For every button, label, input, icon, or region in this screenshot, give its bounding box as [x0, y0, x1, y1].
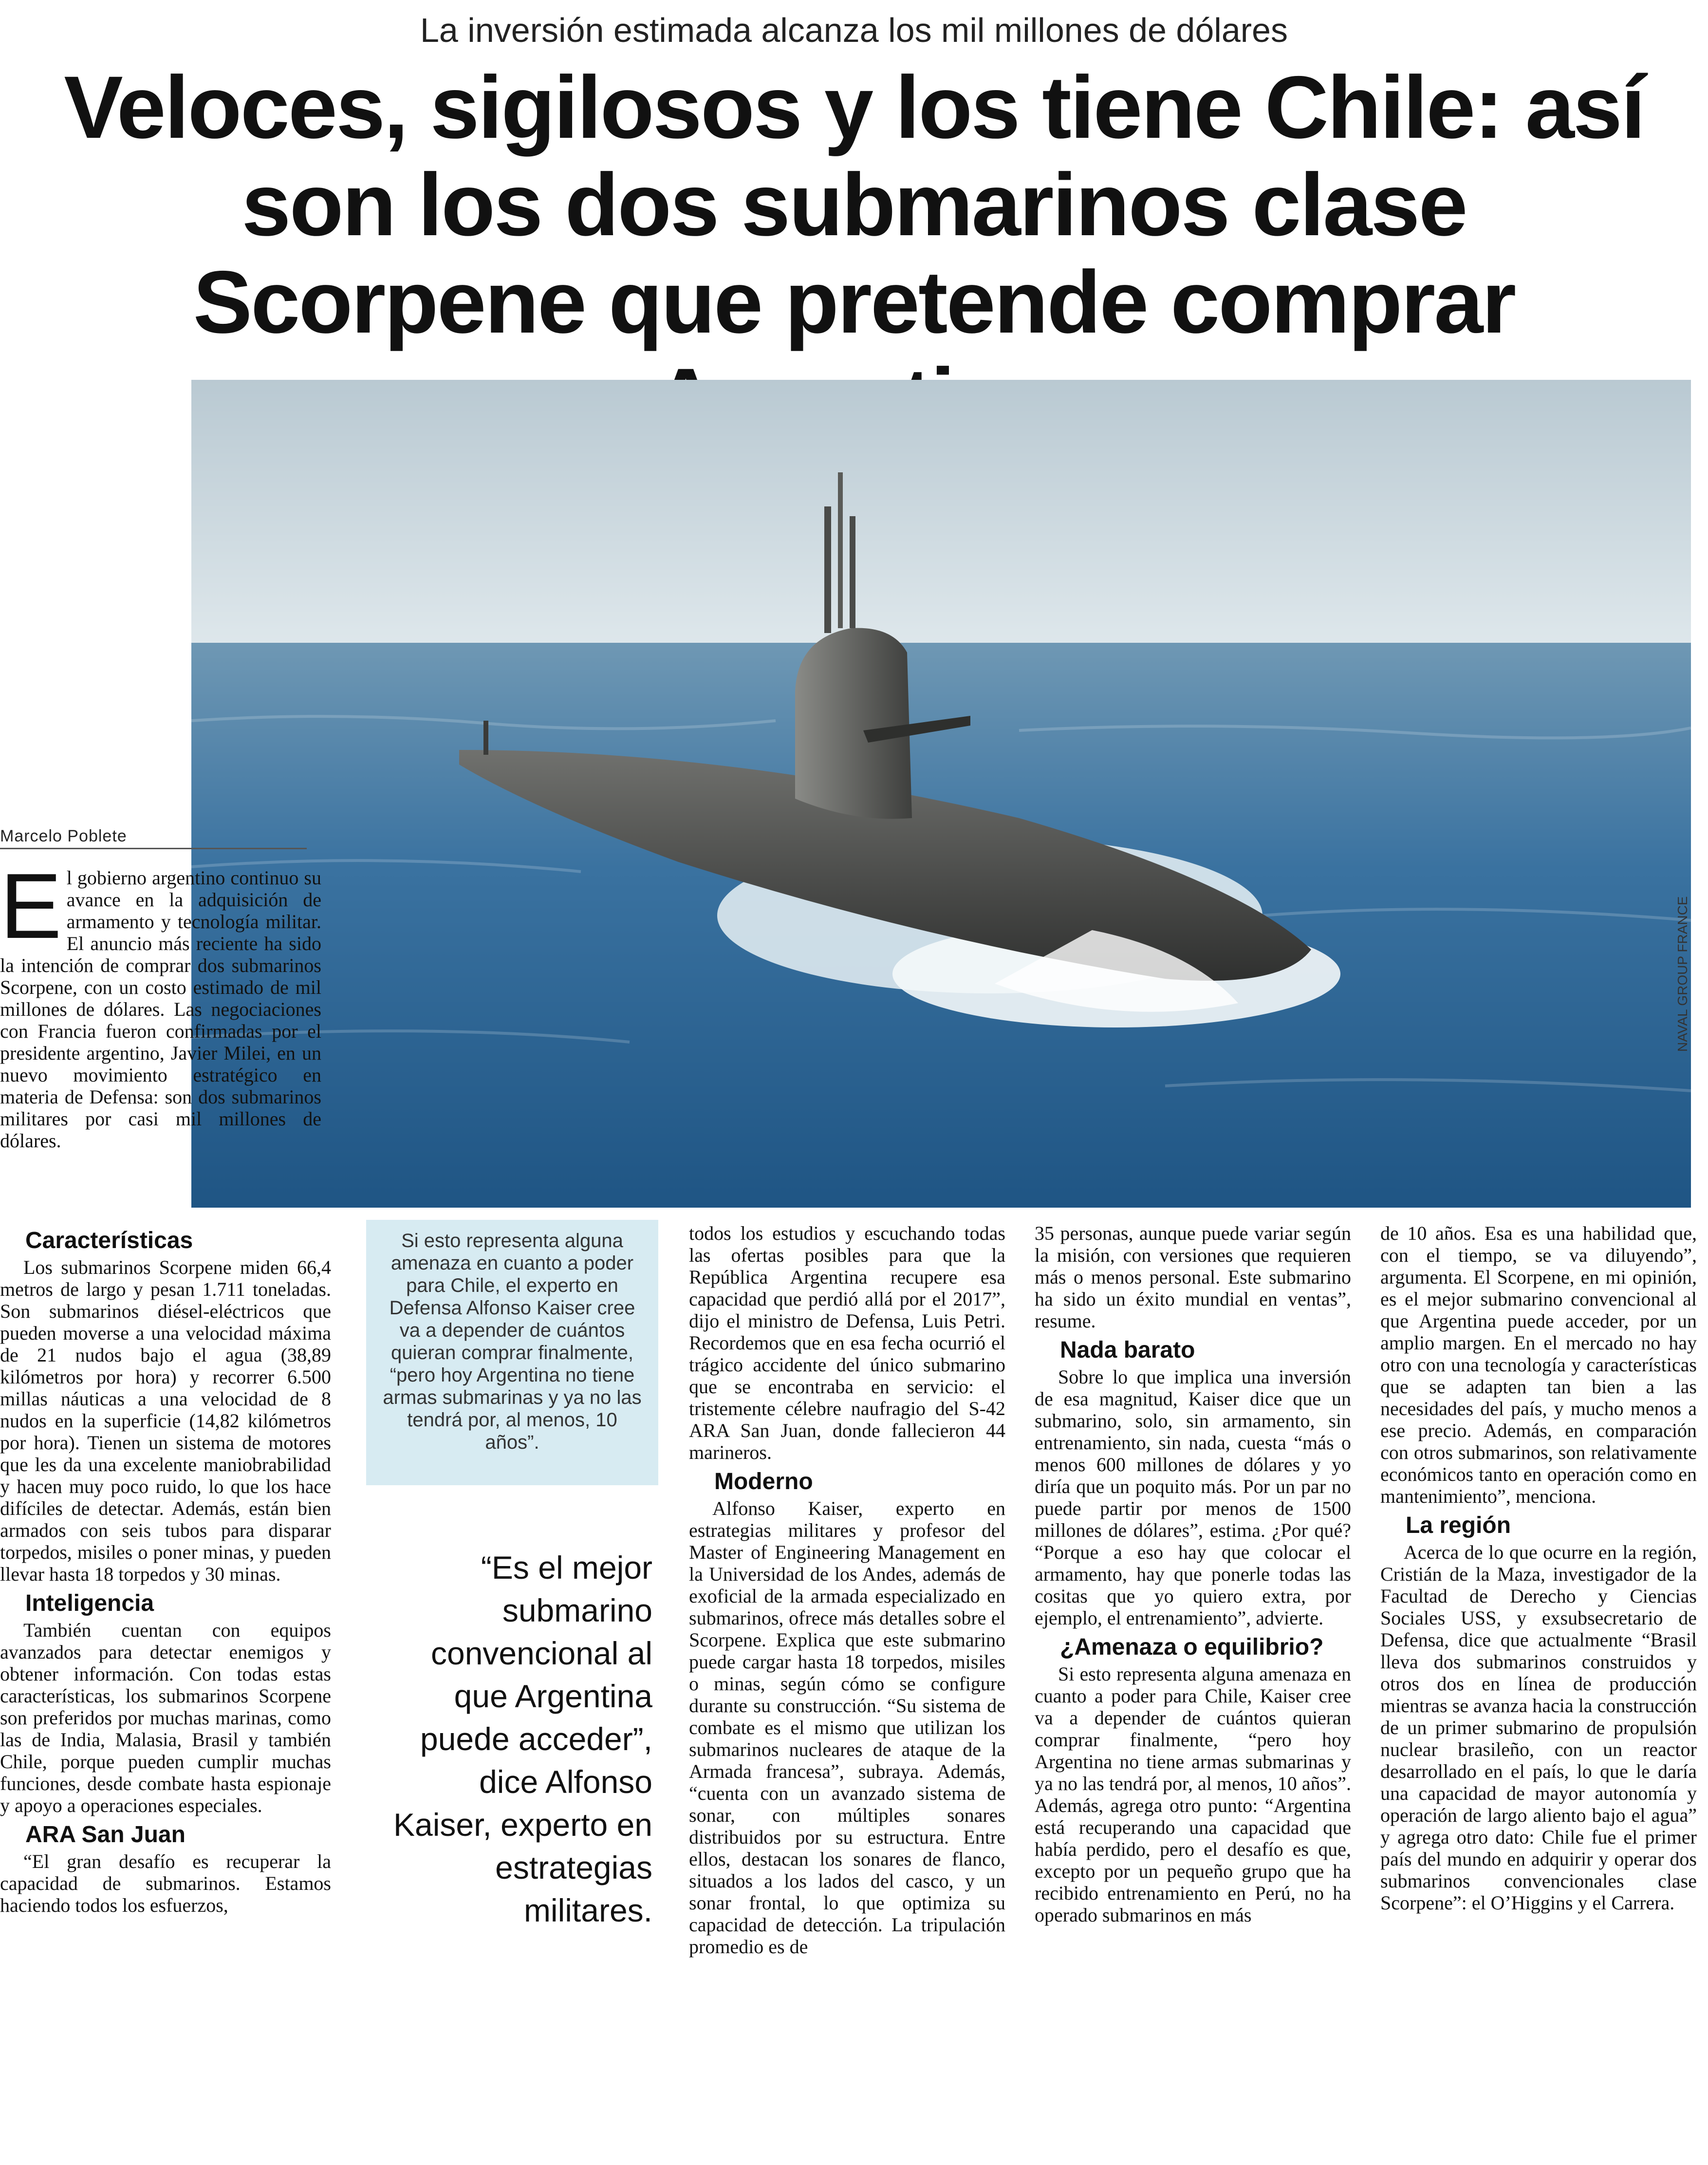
column-5	[1380, 1222, 1697, 1914]
section-title-nada-barato: Nada barato	[1060, 1337, 1195, 1363]
section-title-ara-san-juan: ARA San Juan	[25, 1822, 186, 1848]
section-text-nada-barato: Sobre lo que implica una inversión de esa magnitud, Kaiser dice que un submarino, solo, sin armamento, sin entrenamiento, sin nada, cuesta “más o menos 600 millones de dólares y yo diría que un poquito más. Por un par no puede partir por menos de 1500 millones de dólares”, estima. ¿Por qué? “Porque a eso hay que colocar el armamento, hay que ponerle todas las cositas que yo quiero extra, por ejemplo, el entrenamiento”, advierte.	[1035, 1366, 1351, 1629]
headline: Veloces, sigilosos y los tiene Chile: así son los dos submarinos clase Scorpene que pretende comprar	[64, 57, 1644, 352]
submarine-image	[191, 380, 1691, 1208]
section-title-inteligencia: Inteligencia	[25, 1590, 154, 1616]
dropcap: E	[0, 855, 62, 958]
sidebar-quote: Si esto representa alguna amenaza en cuanto a poder para Chile, el experto en Defensa Alfonso Kaiser cree va a depender de cuántos quieran comprar finalmente, “pero hoy Argentina no tiene armas submarinas y ya no las tendrá por, al menos, 10 años”.	[366, 1220, 658, 1485]
section-title-amenaza: ¿Amenaza o equilibrio?	[1060, 1634, 1324, 1660]
column-1	[0, 1222, 331, 1916]
pull-quote: “Es el mejor submarino convencional al que Argentina puede acceder”, dice Alfonso Kaiser, experto en estrategias militares.	[393, 1549, 652, 1928]
section-text-amenaza: Si esto representa alguna amenaza en cuanto a poder para Chile, Kaiser cree va a depender de cuántos quieran comprar finalmente, “pero hoy Argentina no tiene armas submarinas y ya no las tendrá por, al menos, 10 años”. Además, agrega otro punto: “Argentina está recuperando una capacidad que había perdido, pero el desafío es que, excepto por un pequeño grupo que ha recibido entrenamiento en Perú, no ha operado submarinos en más	[1035, 1663, 1351, 1926]
intro-text: l gobierno argentino continuo su avance en la adquisición de armamento y tecnología militar. El anuncio más reciente ha sido la intención de comprar dos submarinos Scorpene, con un costo estimado de mil millones de dólares. Las negociaciones con Francia fueron confirmadas por el presidente argentino, Javier Milei, en un nuevo movimiento estratégico en materia de Defensa: son dos submarinos militares por casi mil millones de dólares.	[0, 867, 321, 1152]
kicker: La inversión estimada alcanza los mil millones de dólares	[420, 11, 1288, 49]
column-4-text: 35 personas, aunque puede variar según la misión, con versiones que requieren más o menos personal. Este submarino ha sido un éxito mundial en ventas”, resume.	[1035, 1222, 1351, 1332]
section-text-ara-san-juan: “El gran desafío es recuperar la capacidad de submarinos. Estamos haciendo todos los esfuerzos,	[0, 1850, 331, 1916]
submarine-photo	[191, 380, 1691, 1208]
section-text-moderno: Alfonso Kaiser, experto en estrategias militares y profesor del Master of Engineering Management en la Universidad de los Andes, además de exoficial de la armada especializado en submarinos, ofrece más detalles sobre el Scorpene. Explica que este submarino puede cargar hasta 18 torpedos, misiles o minas, según cómo se configure durante su construcción. “Su sistema de combate es el mismo que utilizan los submarinos nucleares de ataque de la Armada francesa”, subraya. Además, “cuenta con un avanzado sistema de sonar, con múltiples sonares distribuidos por su estructura. Entre ellos, destacan los sonares de flanco, situados a los lados del casco, y un sonar frontal, lo que optimiza su capacidad de detección. La tripulación promedio es de	[689, 1497, 1005, 1958]
section-title-caracteristicas: Características	[25, 1228, 193, 1253]
section-text-inteligencia: También cuentan con equipos avanzados para detectar enemigos y obtener información. Con todas estas características, los submarinos Scorpene son preferidos por muchas marinas, como las de India, Malasia, Brasil y también Chile, porque pueden cumplir muchas funciones, desde combate hasta espionaje y apoyo a operaciones especiales.	[0, 1619, 331, 1816]
column-5-text: de 10 años. Esa es una habilidad que, con el tiempo, se va diluyendo”, argumenta. El Scorpene, en mi opinión, es el mejor submarino convencional al que Argentina puede acceder, por un amplio margen. En el mercado no hay otro con una tecnología y características que se adapten tan bien a las necesidades del país, y mucho menos a ese precio. Además, en comparación con otros submarinos, son relativamente económicos tanto en operación como en mantenimiento”, menciona.	[1380, 1222, 1697, 1507]
column-4	[1035, 1222, 1351, 1926]
column-3-text: todos los estudios y escuchando todas las ofertas posibles para que la República Argentina recupere esa capacidad que perdió allá por el 2017”, dijo el ministro de Defensa, Luis Petri. Recordemos que en esa fecha ocurrió el trágico accidente del único submarino que se encontraba en servicio: el tristemente célebre naufragio del S-42 ARA San Juan, donde fallecieron 44 marineros.	[689, 1222, 1005, 1463]
intro-paragraph	[0, 855, 321, 1152]
photo-credit: NAVAL GROUP FRANCE	[1675, 896, 1690, 1052]
section-text-caracteristicas: Los submarinos Scorpene miden 66,4 metros de largo y pesan 1.711 toneladas. Son submarinos diésel-eléctricos que pueden moverse a una velocidad máxima de 21 nudos bajo el agua (38,89 kilómetros por hora) y recorrer 6.500 millas náuticas a una velocidad de 8 nudos en la superficie (14,82 kilómetros por hora). Tienen un sistema de motores que les da una excelente maniobrabilidad y hacen muy poco ruido, lo que los hace difíciles de detectar. Además, están bien armados con seis tubos para disparar torpedos, misiles o poner minas, y pueden llevar hasta 18 torpedos y 30 minas.	[0, 1256, 331, 1585]
section-title-moderno: Moderno	[714, 1469, 813, 1494]
byline: Marcelo Poblete	[0, 827, 307, 849]
column-3	[689, 1222, 1005, 1958]
section-text-la-region: Acerca de lo que ocurre en la región, Cristián de la Maza, investigador de la Facultad de Derecho y Ciencias Sociales USS, y exsubsecretario de Defensa, dice que actualmente “Brasil lleva dos submarinos construidos y otros dos en línea de producción mientras se avanza hacia la construcción de un primer submarino de propulsión nuclear brasileño, con un reactor desarrollado en el país, lo que le daría una capacidad de mayor autonomía y operación de largo aliento bajo el agua” y agrega otro dato: Chile fue el primer país del mundo en adquirir y operar dos submarinos convencionales clase Scorpene”: el O’Higgins y el Carrera.	[1380, 1541, 1697, 1914]
section-title-la-region: La región	[1406, 1512, 1511, 1538]
